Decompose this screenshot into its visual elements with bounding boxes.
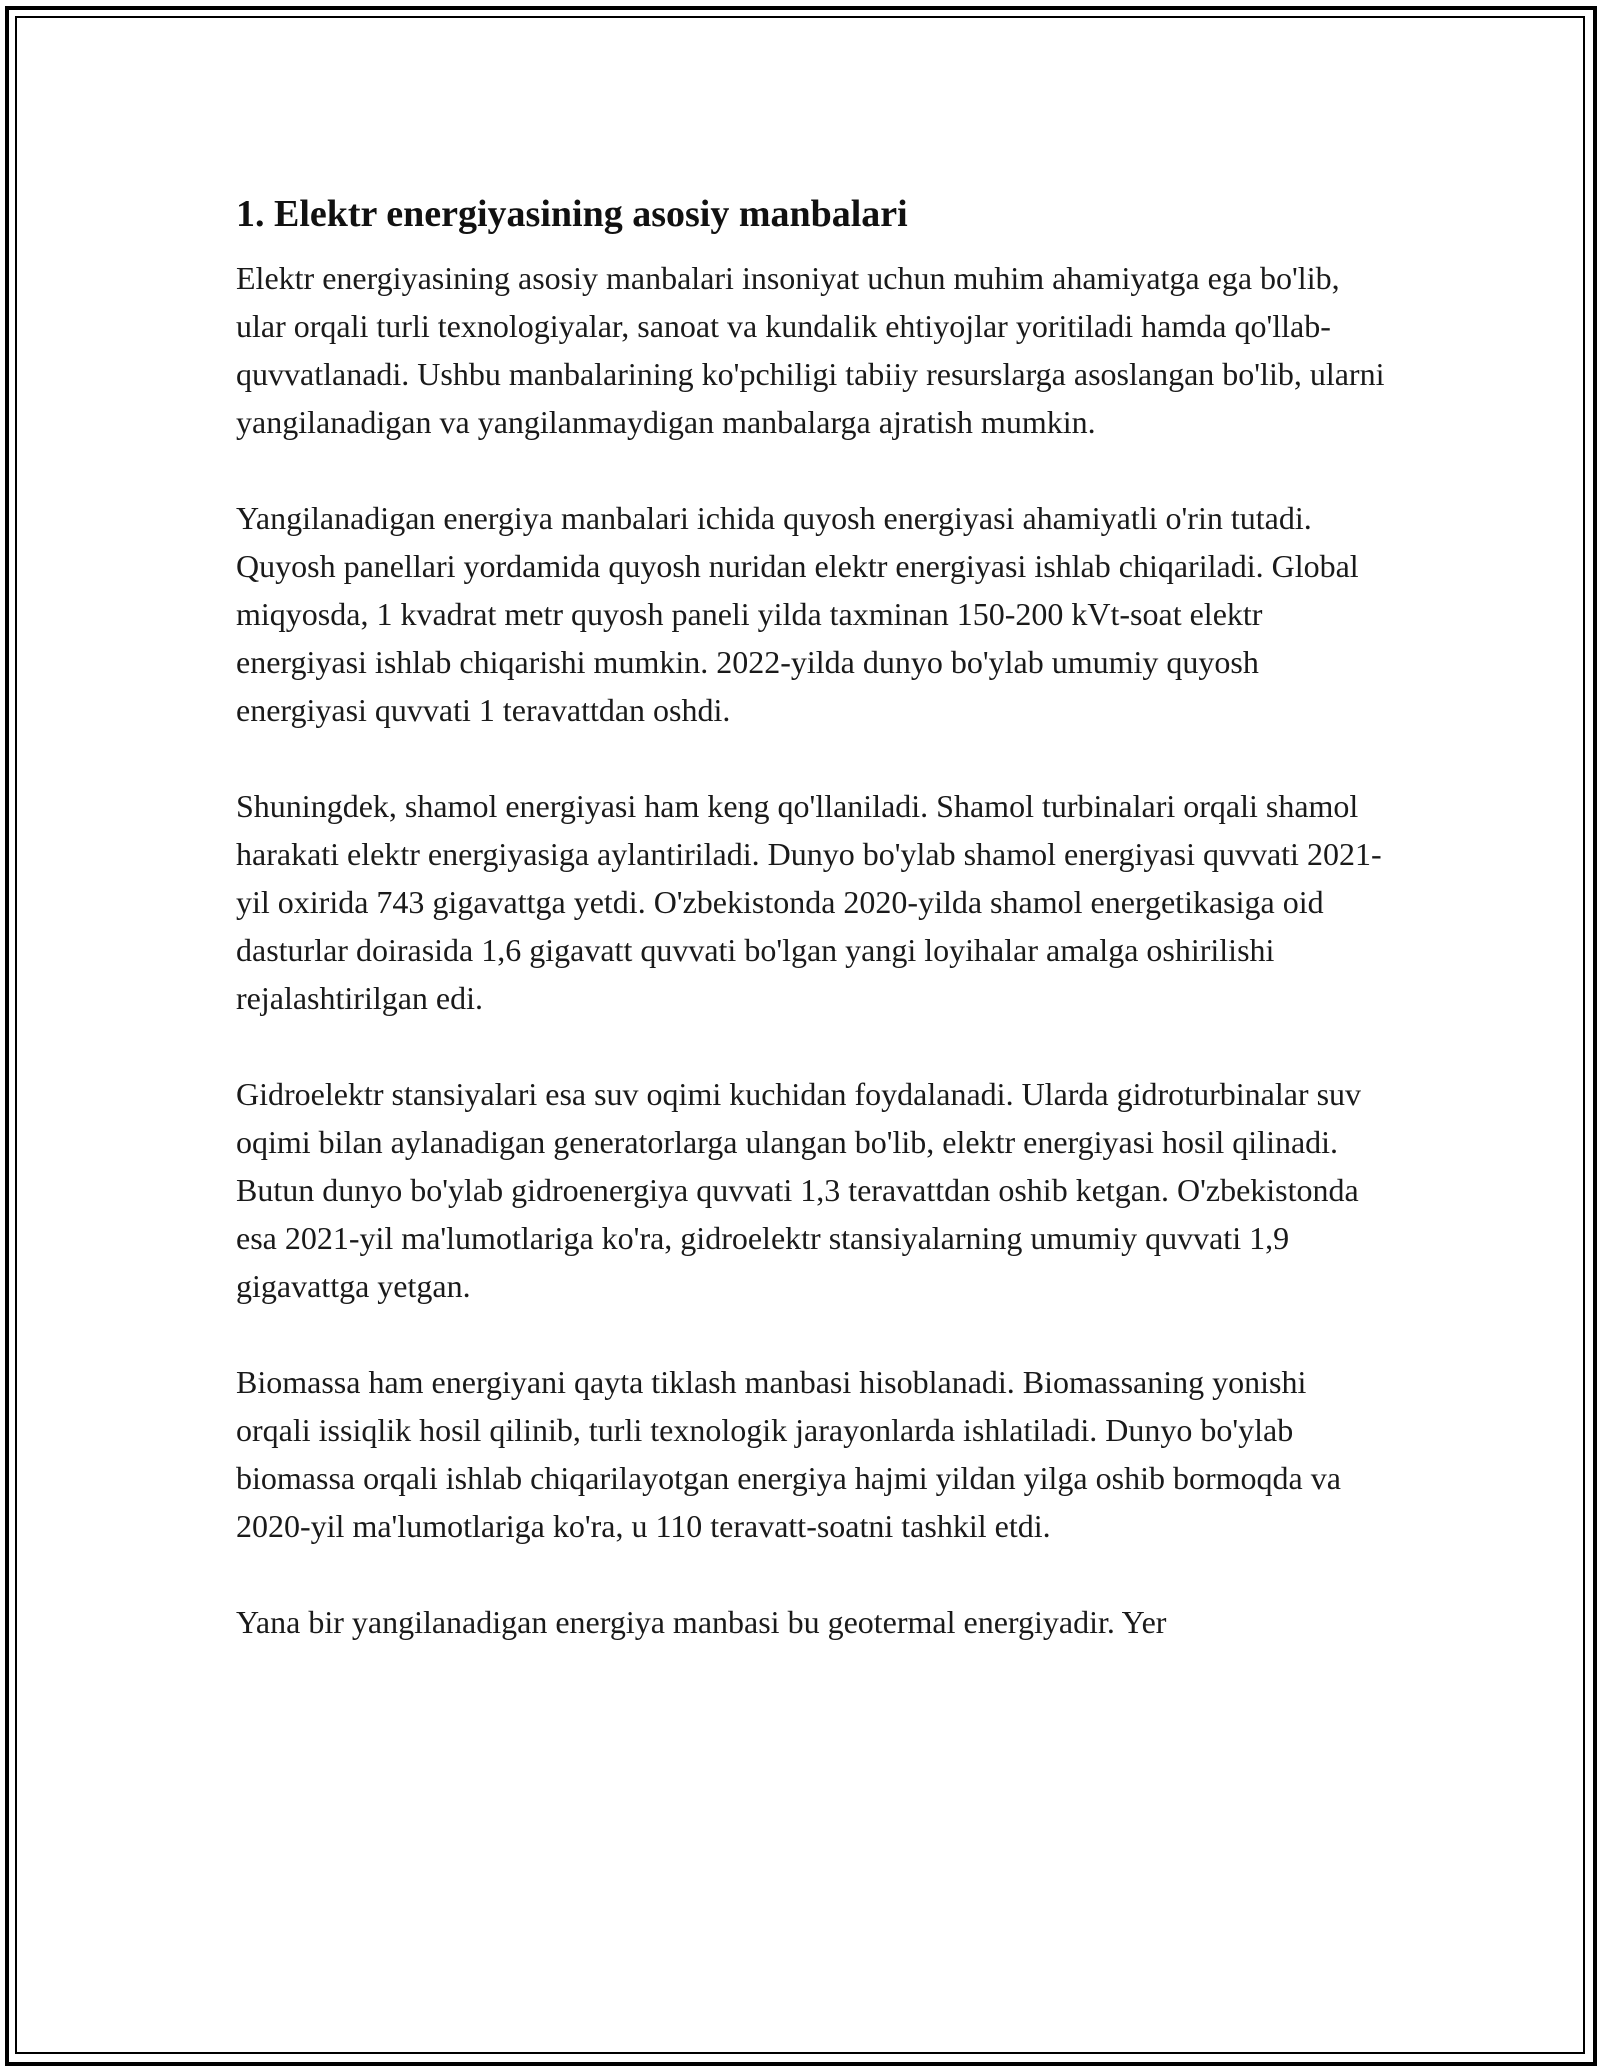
paragraph-hydro: Gidroelektr stansiyalari esa suv oqimi kuchidan foydalanadi. Ularda gidroturbinalar suv oqimi bilan aylanadigan generatorlarga ulangan bo'lib, elektr energiyasi hosil qilinadi. Butun dunyo bo'ylab gidroenergiya quvvati 1,3 teravattdan oshib ketgan. O'zbekistonda esa 2021-yil ma'lumotlariga ko'ra, gidroelektr stansiyalarning umumiy quvvati 1,9 gigavattga yetgan. bbox=[236, 1076, 1362, 1304]
paragraph-intro: Elektr energiyasining asosiy manbalari insoniyat uchun muhim ahamiyatga ega bo'lib, ular orqali turli texnologiyalar, sanoat va kundalik ehtiyojlar yoritiladi hamda qo'llab-quvvatlanadi. Ushbu manbalarining ko'pchiligi tabiiy resurslarga asoslangan bo'lib, ularni yangilanadigan va yangilanmaydigan manbalarga ajratish mumkin. bbox=[236, 260, 1385, 440]
section-heading: 1. Elektr energiyasining asosiy manbalari bbox=[236, 193, 908, 235]
document-body bbox=[236, 186, 1386, 1646]
paragraph-geothermal: Yana bir yangilanadigan energiya manbasi bu geotermal energiyadir. Yer bbox=[236, 1604, 1167, 1640]
paragraph-solar: Yangilanadigan energiya manbalari ichida quyosh energiyasi ahamiyatli o'rin tutadi. Quyosh panellari yordamida quyosh nuridan elektr energiyasi ishlab chiqariladi. Global miqyosda, 1 kvadrat metr quyosh paneli yilda taxminan 150-200 kVt-soat elektr energiyasi ishlab chiqarishi mumkin. 2022-yilda dunyo bo'ylab umumiy quyosh energiyasi quvvati 1 teravattdan oshdi. bbox=[236, 500, 1359, 728]
paragraph-biomass: Biomassa ham energiyani qayta tiklash manbasi hisoblanadi. Biomassaning yonishi orqali issiqlik hosil qilinib, turli texnologik jarayonlarda ishlatiladi. Dunyo bo'ylab biomassa orqali ishlab chiqarilayotgan energiya hajmi yildan yilga oshib bormoqda va 2020-yil ma'lumotlariga ko'ra, u 110 teravatt-soatni tashkil etdi. bbox=[236, 1364, 1341, 1544]
paragraph-wind: Shuningdek, shamol energiyasi ham keng qo'llaniladi. Shamol turbinalari orqali shamol harakati elektr energiyasiga aylantiriladi. Dunyo bo'ylab shamol energiyasi quvvati 2021-yil oxirida 743 gigavattga yetdi. O'zbekistonda 2020-yilda shamol energetikasiga oid dasturlar doirasida 1,6 gigavatt quvvati bo'lgan yangi loyihalar amalga oshirilishi rejalashtirilgan edi. bbox=[236, 788, 1382, 1016]
